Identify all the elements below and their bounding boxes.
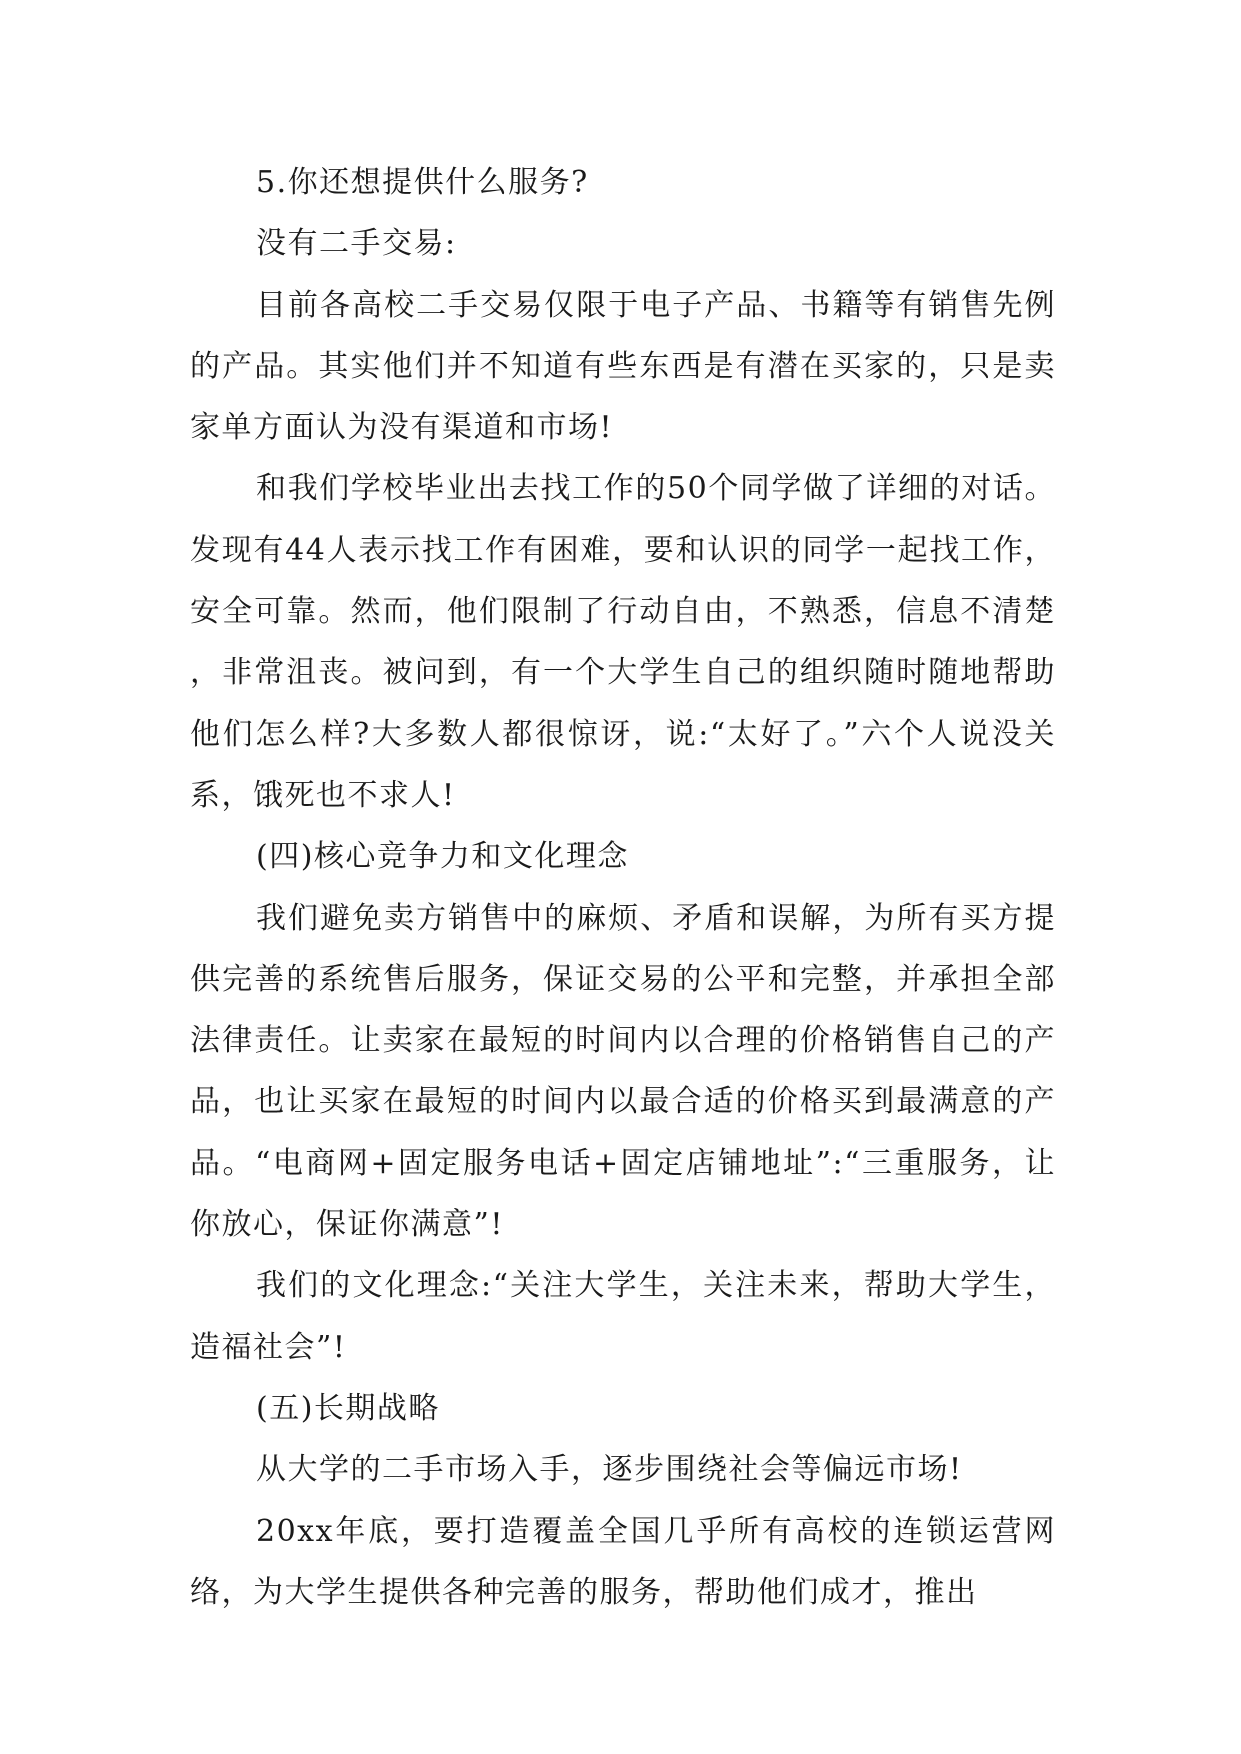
paragraph-culture-concept: 我们的文化理念:“关注大学生，关注未来，帮助大学生，造福社会”!	[190, 1268, 1056, 1365]
paragraph-no-second-hand: 没有二手交易:	[256, 226, 457, 262]
paragraph-core-competence: 我们避免卖方销售中的麻烦、矛盾和误解，为所有买方提供完善的系统售后服务，保证交易的公平和完整，并承担全部法律责任。让卖家在最短的时间内以合理的价格销售自己的产品，也让买家在最短的时间内以最合适的价格买到最满意的产品。“电商网+固定服务电话+固定店铺地址”:“三重服务，让你放心，保证你满意”!	[190, 900, 1056, 1243]
paragraph-market-entry: 从大学的二手市场入手，逐步围绕社会等偏远市场!	[256, 1452, 963, 1488]
paragraph-year-end-goal: 20xx年底，要打造覆盖全国几乎所有高校的连锁运营网络，为大学生提供各种完善的服务，帮助他们成才，推出	[190, 1513, 1056, 1610]
paragraph-graduate-survey: 和我们学校毕业出去找工作的50个同学做了详细的对话。发现有44人表示找工作有困难，要和认识的同学一起找工作，安全可靠。然而，他们限制了行动自由，不熟悉，信息不清楚，非常沮丧。被问到，有一个大学生自己的组织随时随地帮助他们怎么样?大多数人都很惊讶，说:“太好了。”六个人说没关系，饿死也不求人!	[190, 471, 1056, 813]
section-heading-core-competence: (四)核心竞争力和文化理念	[256, 839, 629, 875]
document-body	[190, 152, 1056, 1623]
section-heading-long-term-strategy: (五)长期战略	[256, 1390, 440, 1426]
paragraph-current-market: 目前各高校二手交易仅限于电子产品、书籍等有销售先例的产品。其实他们并不知道有些东西是有潜在买家的，只是卖家单方面认为没有渠道和市场!	[190, 287, 1056, 446]
paragraph-service-question: 5.你还想提供什么服务?	[256, 165, 589, 200]
